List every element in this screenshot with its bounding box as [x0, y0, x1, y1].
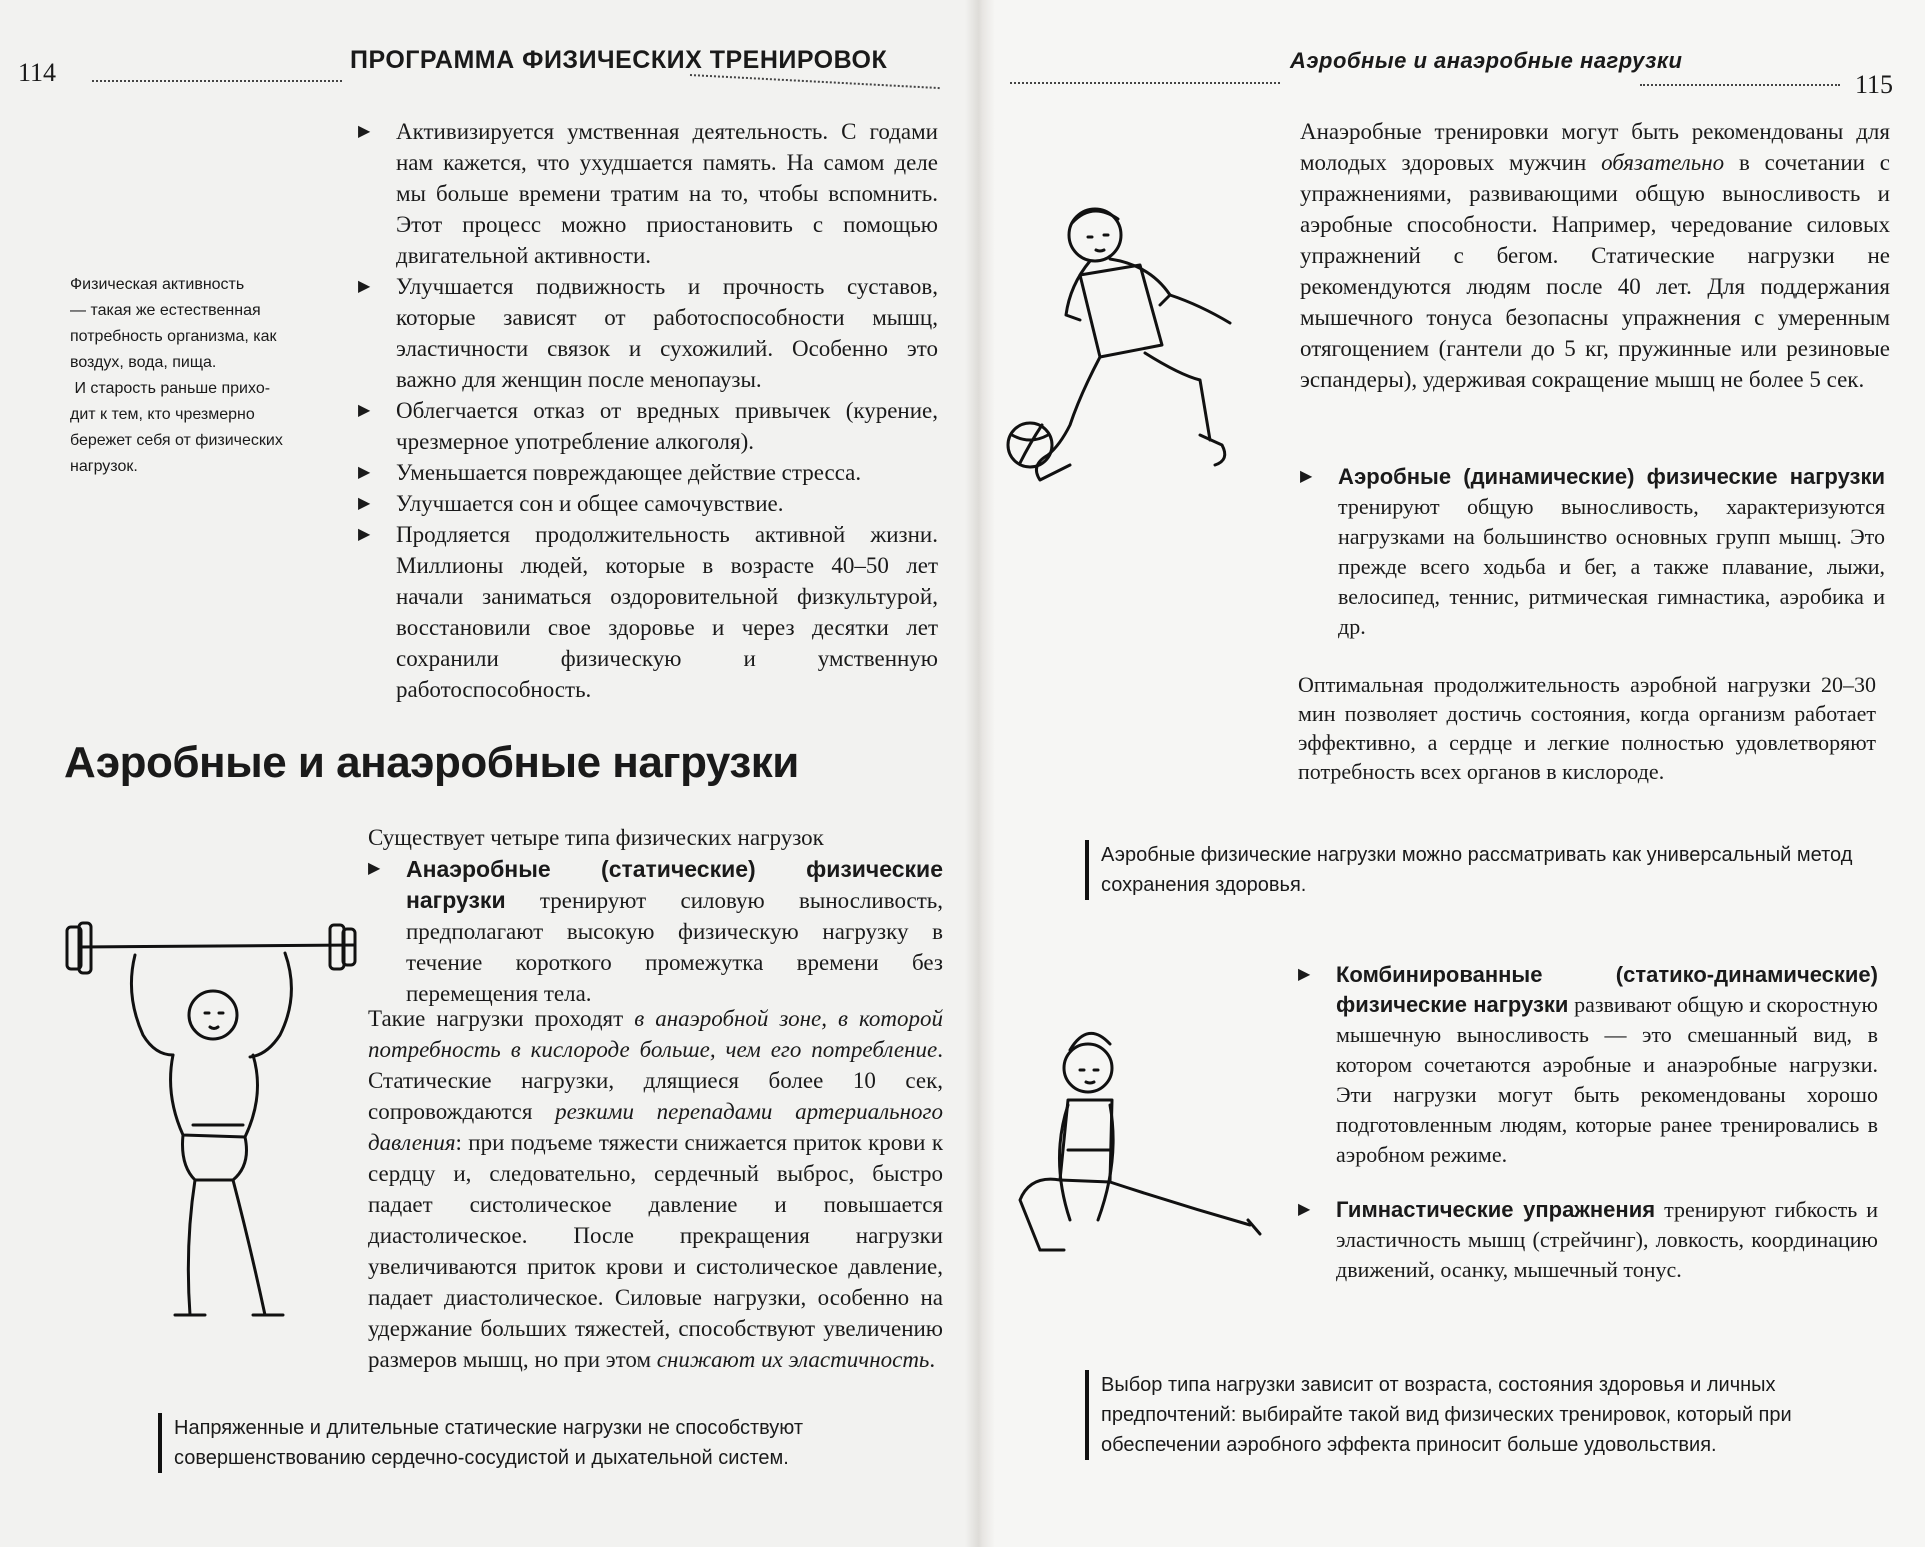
- triangle-bullet-icon: ▶: [1298, 966, 1311, 983]
- section-title: Аэробные и анаэробные нагрузки: [64, 738, 799, 787]
- stretching-woman-illustration: [990, 1020, 1280, 1280]
- header-rule-left: [92, 80, 342, 82]
- triangle-bullet-icon: ▶: [358, 278, 371, 295]
- triangle-bullet-icon: ▶: [358, 495, 371, 512]
- list-item: [358, 457, 938, 488]
- sidenote-line: потребность организма, как: [70, 328, 277, 345]
- page-number-left: 114: [18, 58, 57, 87]
- para-text: Анаэробные тренировки могут быть рекомендованы для молодых здоровых мужчин: [1300, 119, 1890, 175]
- list-item-text: Улучшается подвижность и прочность суставов, которые зависят от работоспособности мышц, эластичности связок и сухожилий. Особенно это важно для женщин после менопаузы.: [396, 274, 938, 392]
- combined-block: [1298, 960, 1878, 1170]
- triangle-bullet-icon: ▶: [358, 526, 371, 543]
- sidenote-line: воздух, вода, пища.: [70, 354, 217, 371]
- list-item: [358, 488, 938, 519]
- benefits-list: [358, 116, 938, 705]
- list-item-text: Облегчается отказ от вредных привычек (курение, чрезмерное употребление алкоголя).: [396, 398, 938, 454]
- list-item-text: Активизируется умственная деятельность. С годами нам кажется, что ухудшается память. На самом деле мы больше времени тратим на то, чтобы вспомнить. Этот процесс можно приостановить с помощью двигательной активности.: [396, 119, 938, 268]
- aerobic-lead: Аэробные (динамические) физические нагрузки: [1338, 464, 1885, 489]
- anaerobic-text: тренируют силовую выносливость, предполагают высокую физическую нагрузку в течение короткого промежутка времени без перемещения тела.: [406, 888, 944, 1006]
- para-text: в сочетании с упражнениями, развивающими общую выносливость и аэробные способности. Например, чередование силовых упражнений с бегом. Статические нагрузки не рекомендуются людям после 40 лет. Для поддержания мышечного тонуса безопасны упражнения с умеренным отягощением (гантели до 5 кг, пружинные или резиновые эспандеры), удерживая сокращение мышц не более 5 сек.: [1300, 150, 1890, 392]
- triangle-bullet-icon: ▶: [1300, 468, 1313, 485]
- page-number-right: 115: [1855, 70, 1894, 99]
- anaerobic-lead: Анаэробные (статические) физические нагрузки: [406, 856, 943, 913]
- para-italic: снижают их эластичность: [656, 1347, 930, 1372]
- para-italic: резкими перепадами артериального давления: [368, 1099, 943, 1155]
- callout-right-1: Аэробные физические нагрузки можно рассматривать как универсальный метод сохранения здоровья.: [1085, 840, 1891, 900]
- running-head-left: ПРОГРАММА ФИЗИЧЕСКИХ ТРЕНИРОВОК: [350, 46, 888, 74]
- callout-left: Напряженные и длительные статические нагрузки не способствуют совершенствованию сердечно-сосудистой и дыхательной систем.: [158, 1413, 964, 1473]
- triangle-bullet-icon: ▶: [358, 123, 371, 140]
- para-italic: обязательно: [1601, 150, 1725, 175]
- gymnastic-text: тренируют гибкость и эластичность мышц (стрейчинг), ловкость, координацию движений, осанку, мышечный тонус.: [1336, 1197, 1878, 1282]
- sidenote-line: И старость раньше прихо-: [70, 380, 271, 397]
- sidenote-line: — такая же естественная: [70, 302, 261, 319]
- aerobic-block: [1300, 462, 1885, 642]
- right-top-paragraph: [1300, 116, 1890, 395]
- sidenote-line: бережет себя от физических: [70, 432, 283, 449]
- para-text: .: [929, 1347, 936, 1372]
- sidenote: [70, 272, 340, 480]
- list-item: [358, 519, 938, 705]
- weightlifter-illustration: [55, 905, 365, 1345]
- list-item-text: Улучшается сон и общее самочувствие.: [396, 491, 784, 516]
- types-intro: Существует четыре типа физических нагрузок: [368, 825, 824, 850]
- header-rule-right: [1010, 82, 1280, 84]
- list-item: [358, 116, 938, 271]
- anaerobic-paragraph: [368, 1003, 943, 1375]
- gymnastic-block: [1298, 1195, 1878, 1285]
- book-gutter: [965, 0, 995, 1547]
- para-text: : при подъеме тяжести снижается приток крови к сердцу и, следовательно, сердечный выброс, быстро падает систолическое давление и повышается диастолическое. После прекращения нагрузки увеличиваются приток крови и систолическое давление, падает диастолическое. Силовые нагрузки, особенно на удержание больших тяжестей, способствуют увеличению размеров мышц, но при этом: [368, 1130, 943, 1372]
- triangle-bullet-icon: ▶: [1298, 1201, 1311, 1218]
- running-head-right: Аэробные и анаэробные нагрузки: [1290, 48, 1683, 73]
- sidenote-line: дит к тем, кто чрезмерно: [70, 406, 255, 423]
- callout-right-2: Выбор типа нагрузки зависит от возраста, состояния здоровья и личных предпочтений: выбирайте такой вид физических тренировок, который при обеспечении аэробного эффекта приносит больше удовольствия.: [1085, 1370, 1891, 1460]
- list-item: [358, 395, 938, 457]
- para-italic: в анаэробной зоне, в которой потребность в кислороде больше, чем его потребление: [368, 1006, 943, 1062]
- optimal-paragraph: Оптимальная продолжительность аэробной нагрузки 20–30 мин позволяет достичь состояния, когда организм работает эффективно, а сердце и легкие полностью удовлетворяют потребность всех органов в кислороде.: [1298, 672, 1876, 784]
- triangle-bullet-icon: ▶: [358, 402, 371, 419]
- sidenote-line: Физическая активность: [70, 276, 245, 293]
- gymnastic-lead: Гимнастические упражнения: [1336, 1197, 1656, 1222]
- header-rule-right-2: [1640, 84, 1840, 86]
- combined-text: развивают общую и скоростную мышечную выносливость — это смешанный вид, в котором сочетаются аэробные и анаэробные нагрузки. Эти нагрузки могут быть рекомендованы хорошо подготовленным людям, которые ранее тренировались в аэробном режиме.: [1336, 992, 1878, 1167]
- list-item: [358, 271, 938, 395]
- para-text: . Статические нагрузки, длящиеся более 10 сек, сопровождаются: [368, 1037, 943, 1124]
- list-item-text: Уменьшается повреждающее действие стресса.: [396, 460, 862, 485]
- triangle-bullet-icon: ▶: [358, 464, 371, 481]
- triangle-bullet-icon: ▶: [368, 860, 381, 877]
- anaerobic-block: [368, 854, 943, 1009]
- sidenote-line: нагрузок.: [70, 458, 138, 475]
- aerobic-text: тренируют общую выносливость, характеризуются нагрузками на большинство основных групп мышц. Это прежде всего ходьба и бег, а также плавание, лыжи, велосипед, теннис, ритмическая гимнастика, аэробика и др.: [1338, 494, 1885, 639]
- combined-lead: Комбинированные (статико-динамические) физические нагрузки: [1336, 962, 1878, 1017]
- para-text: Такие нагрузки проходят: [368, 1006, 635, 1031]
- list-item-text: Продляется продолжительность активной жизни. Миллионы людей, которые в возрасте 40–50 лет начали заниматься оздоровительной физкультурой, восстановили свое здоровье и через десятки лет сохранили физическую и умственную работоспособность.: [396, 522, 938, 702]
- soccer-player-illustration: [1000, 195, 1250, 515]
